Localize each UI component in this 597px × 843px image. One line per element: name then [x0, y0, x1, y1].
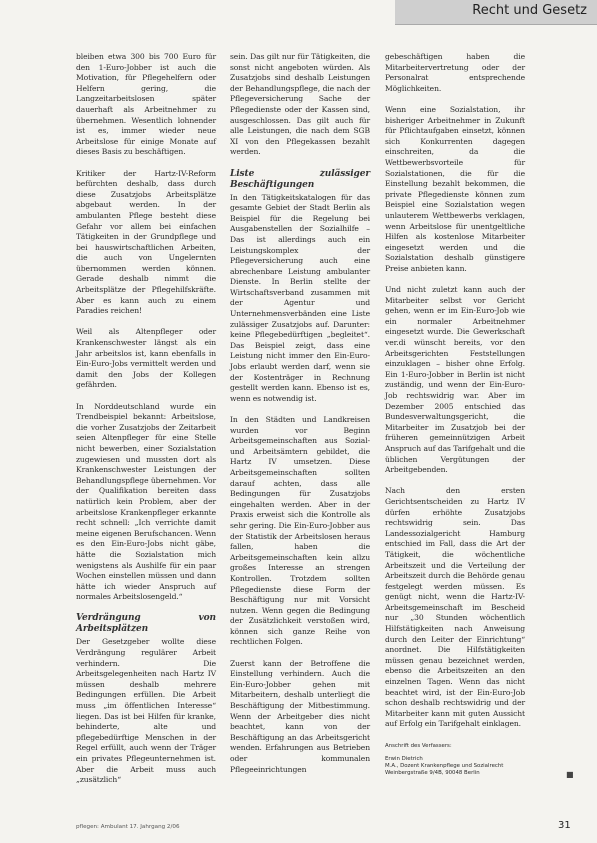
paragraph: In den Tätigkeitskatalogen für das gesamte Gebiet der Stadt Berlin als Beispiel für die Regelung bei Ausgabenstellen der Sozialhilfe – Das ist allerdings auch ein Leistungskomplex der Pflegeversicherung auch eine abrechenbare Leistung ambulanter Dienste. In Berlin stellte der Wirtschaftsverband zusammen mit der Agentur und Unternehmensverbänden eine Liste zulässiger Zusatzjobs auf. Darunter: keine Pflegebedürftigen „begleitet“. Das Beispiel zeigt, dass eine Leistung nicht immer den Ein-Euro-Jobs erlaubt werden darf, wenn sie der Kostenträger in Rechnung gestellt werden kann. Ebenso ist es, wenn es notwendig ist. [230, 192, 370, 403]
journal-footer: pflegen: Ambulant 17. Jahrgang 2/06 [76, 824, 180, 830]
author-label: Anschrift des Verfassers: [385, 743, 452, 749]
paragraph: In Norddeutschland wurde ein Trendbeispiel bekannt: Arbeitslose, die vorher Zusatzjobs der Zeitarbeit seien Altenpfleger für eine Stelle nicht bewerben, einer Sozialstation zugewiesen und mussten dort als Krankenschwester Leistungen der Behandlungspflege übernehmen. Vor der Qualifikation bereiten dass natürlich kein Problem, aber der arbeitslose Krankenpfleger erkannte recht schnell: „Ich verrichte damit meine eigenen Berufschancen. Wenn es den Ein-Euro-Jobs nicht gäbe, hätte die Sozialstation mich wenigstens als Aushilfe für ein paar Wochen einstellen müssen und dann hätte ich wieder Anspruch auf normales Arbeitslosengeld.“ [76, 401, 216, 602]
subheading: Liste zulässiger Beschäftigungen [230, 168, 370, 190]
paragraph: Und nicht zuletzt kann auch der Mitarbeiter selbst vor Gericht gehen, wenn er im Ein-Euro-Job wie ein normaler Arbeitnehmer eingesetzt wurde. Die Gewerkschaft ver.di wünscht bereits, vor den Arbeitsgerichten Feststellungen einzuklagen – bisher ohne Erfolg. Ein 1-Euro-Jobber in Berlin ist nicht zuständig, und wenn der Ein-Euro-Job rechtswidrig war. Aber im Dezember 2005 entschied das Bundesverwaltungsgericht, die Mitarbeiter im Zusatzjob bei der früheren gemeinnützigen Arbeit Anspruch auf das Tarifgehalt und die üblichen Vergütungen der Arbeitgebenden. [385, 285, 525, 475]
paragraph: Wenn eine Sozialstation, ihr bisheriger Arbeitnehmer in Zukunft für Pflichtaufgaben einsetzt, können sich Konkurrenten dagegen einschreiten, da die Wettbewerbsvorteile für Sozialstationen, die für die Einstellung bezahlt bekommen, die private Pflegedienste können zum Beispiel eine Sozialstation wegen unlauterem Wettbewerbs verklagen, wenn Arbeitslose für unentgeltliche Hilfen als kostenlose Mitarbeiter eingesetzt werden und die Sozialstation deshalb günstigere Preise anbieten kann. [385, 104, 525, 273]
section-title: Recht und Gesetz [472, 3, 587, 18]
paragraph: Kritiker der Hartz-IV-Reform befürchten deshalb, dass durch diese Zusatzjobs Arbeitsplätze abgebaut werden. In der ambulanten Pflege besteht diese Gefahr vor allem bei einfachen Tätigkeiten in der Grundpflege und bei hauswirtschaftlichen Arbeiten, die auch von Ungelernten übernommen werden können. Gerade deshalb nimmt die Arbeitsplätze der Pflegehilfskräfte. Aber es kann auch zu einem Paradies reichen! [76, 168, 216, 316]
author-name: Erwin Dietrich [385, 756, 423, 762]
text-column-3 [385, 52, 525, 741]
author-title: M.A., Dozent Krankenpflege und Sozialrecht [385, 763, 504, 769]
paragraph: Nach den ersten Gerichtsentscheiden zu Hartz IV dürfen erhöhte Zusatzjobs rechtswidrig sein. Das Landessozialgericht Hamburg entschied im Fall, dass die Art der Tätigkeit, die wöchentliche Arbeitszeit und die Verteilung der Arbeitszeit durch die Behörde genau festgelegt werden müssen. Es genügt nicht, wenn die Hartz-IV-Arbeitsgemeinschaft im Bescheid nur „30 Stunden wöchentlich Hilfstätigkeiten nach Anweisung durch den Leiter der Einrichtung“ anordnet. Die Hilfstätigkeiten müssen genau bezeichnet werden, ebenso die Arbeitszeiten an den einzelnen Tagen. Wenn das nicht beachtet wird, ist der Ein-Euro-Job schon deshalb rechtswidrig und der Mitarbeiter kann mit guten Aussicht auf Erfolg ein Tarifgehalt einklagen. [385, 486, 525, 729]
subheading: Verdrängung von Arbeitsplätzen [76, 613, 216, 635]
paragraph: bleiben etwa 300 bis 700 Euro für den 1-Euro-Jobber ist auch die Motivation, für Pflegehelfern oder Helfern gering, die Langzeitarbeitslosen später dauerhaft als Arbeitnehmer zu übernehmen. Wesentlich lohnender ist es, immer wieder neue Arbeitslose für einige Monate auf dieses Basis zu beschäftigen. [76, 52, 216, 157]
article-end-mark: ■ [566, 770, 574, 779]
section-header-band [395, 0, 597, 25]
text-column-1 [76, 52, 216, 796]
paragraph: In den Städten und Landkreisen wurden vor Beginn Arbeitsgemeinschaften aus Sozial- und Arbeitsämtern gebildet, die Hartz IV umsetzen. Diese Arbeitsgemeinschaften sollten darauf achten, dass alle Bedingungen für Zusatzjobs eingehalten werden. Aber in der Praxis erweist sich die Kontrolle als sehr gering. Die Ein-Euro-Jobber aus der Statistik der Arbeitslosen heraus fallen, haben die Arbeitsgemeinschaften kein allzu großes Interesse an strengen Kontrollen. Trotzdem sollten Pflegedienste diese Form der Beschäftigung nur mit Vorsicht nutzen. Wenn gegen die Bedingung der Zusätzlichkeit verstoßen wird, können sich ganze Reihe von rechtlichen Folgen. [230, 415, 370, 647]
text-column-2 [230, 52, 370, 786]
author-address [385, 743, 535, 777]
page-number: 31 [558, 820, 571, 831]
paragraph: Der Gesetzgeber wollte diese Verdrängung regulärer Arbeit verhindern. Die Arbeitsgelegenheiten nach Hartz IV müssen deshalb mehrere Bedingungen erfüllen. Die Arbeit muss „im öffentlichen Interesse“ liegen. Das ist bei Hilfen für kranke, behinderte, alte und pflegebedürftige Menschen in der Regel erfüllt, auch wenn der Träger ein privates Pflegeunternehmen ist. Aber die Arbeit muss auch „zusätzlich“ [76, 637, 216, 785]
paragraph: Weil als Altenpfleger oder Krankenschwester längst als ein Jahr arbeitslos ist, kann ebenfalls in Ein-Euro-Jobs vermittelt werden und damit den Jobs der Kollegen gefährden. [76, 327, 216, 390]
author-street: Weinbergstraße 9/4B, 90048 Berlin [385, 770, 480, 776]
paragraph: gebeschäftigen haben die Mitarbeitervertretung oder der Personalrat entsprechende Möglichkeiten. [385, 52, 525, 93]
paragraph: sein. Das gilt nur für Tätigkeiten, die sonst nicht angeboten würden. Als Zusatzjobs sind deshalb Leistungen der Behandlungspflege, die nach der Pflegeversicherung Sache der Pflegedienste oder der Kassen sind, ausgeschlossen. Das gilt auch für alle Leistungen, die nach dem SGB XI von den Pflegekassen bezahlt werden. [230, 52, 370, 157]
paragraph: Zuerst kann der Betroffene die Einstellung verhindern. Auch die Ein-Euro-Jobber gehen mit Mitarbeitern, deshalb unterliegt die Beschäftigung der Mitbestimmung. Wenn der Arbeitgeber dies nicht beachtet, kann von der Beschäftigung an das Arbeitsgericht wenden. Erfahrungen aus Betrieben oder kommunalen Pflegeeinrichtungen [230, 658, 370, 774]
